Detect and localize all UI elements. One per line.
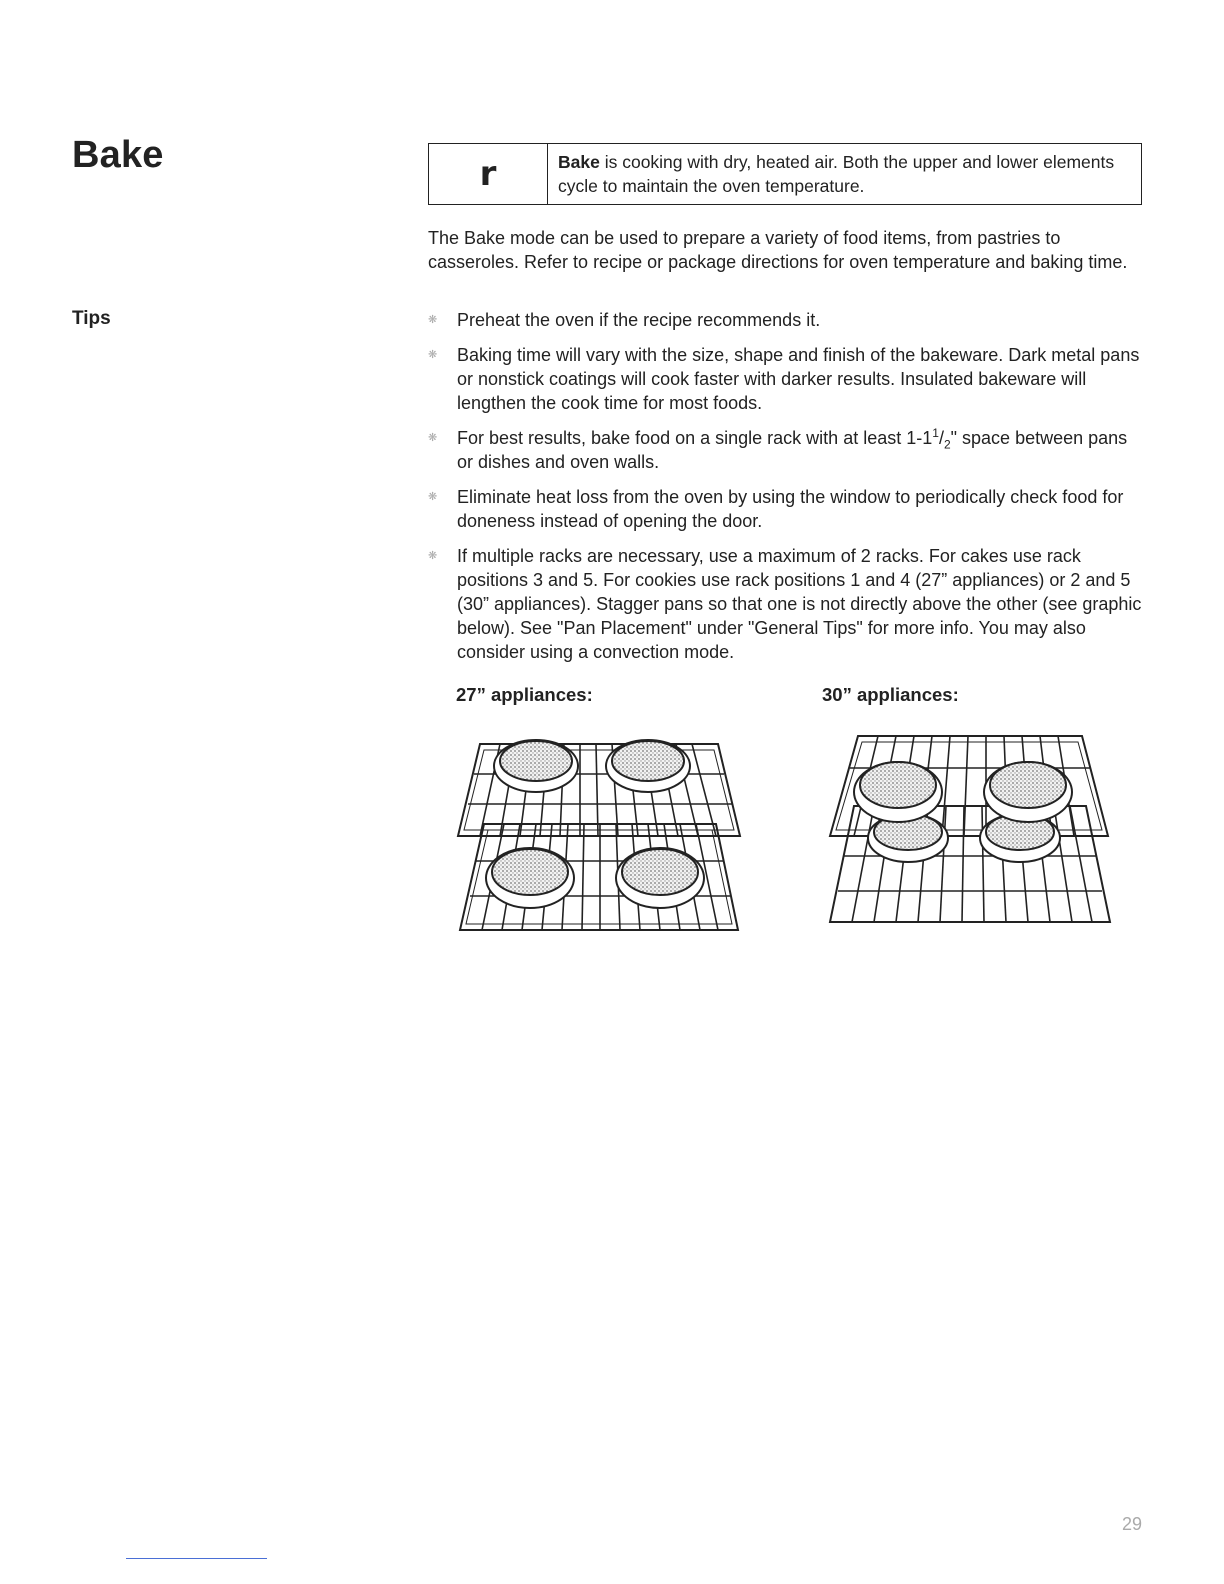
tip-item [428, 426, 1142, 474]
bake-term: Bake [558, 152, 600, 172]
page-title: Bake [72, 134, 164, 176]
bullet-icon: ❋ [428, 491, 438, 503]
bullet-icon: ❋ [428, 550, 438, 562]
bullet-icon: ❋ [428, 349, 438, 361]
tip-item: ❋ Preheat the oven if the recipe recommends it. [428, 310, 821, 330]
footer-divider [126, 1558, 267, 1559]
rack-illustration-30 [824, 726, 1116, 928]
bake-definition-box [428, 143, 1142, 205]
tip-item: ❋ Eliminate heat loss from the oven by using the window to periodically check food for doneness instead of opening the door. [428, 487, 1124, 531]
tip-rack-space: For best results, bake food on a single rack with at least $1-1^1/_2$" space between pans or dishes and oven walls. [457, 426, 1128, 472]
rack-illustration-27 [450, 726, 748, 936]
tip-item: ❋ Baking time will vary with the size, shape and finish of the bakeware. Dark metal pans or nonstick coatings will cook faster with darker results. Insulated bakeware will lengthen the cook time for most foods. [428, 345, 1140, 413]
bake-mode-icon: r [429, 144, 548, 204]
page-number: 29 [1121, 1514, 1142, 1534]
tip-item: ❋ If multiple racks are necessary, use a maximum of 2 racks. For cakes use rack positions 3 and 5. For cookies use rack positions 1 and 4 (27” appliances) or 2 and 5 (30” appliances). Stagger pans so that one is not directly above the other (see graphic below). See "Pan Placement" under "General Tips" for more info. You may also consider using a convection mode. [428, 546, 1142, 662]
bullet-icon: ❋ [428, 432, 438, 444]
bake-definition-text [548, 144, 1141, 204]
section-label-tips: Tips [72, 308, 111, 329]
bake-definition: is cooking with dry, heated air. Both the upper and lower elements cycle to maintain the oven temperature. [558, 152, 1115, 196]
intro-paragraph: The Bake mode can be used to prepare a variety of food items, from pastries to casseroles. Refer to recipe or package directions for oven temperature and baking time. [428, 228, 1128, 272]
bullet-icon: ❋ [428, 314, 438, 326]
figure-label-30: 30” appliances: [822, 684, 959, 705]
figure-label-27: 27” appliances: [456, 684, 593, 705]
tips-list [428, 308, 1142, 675]
